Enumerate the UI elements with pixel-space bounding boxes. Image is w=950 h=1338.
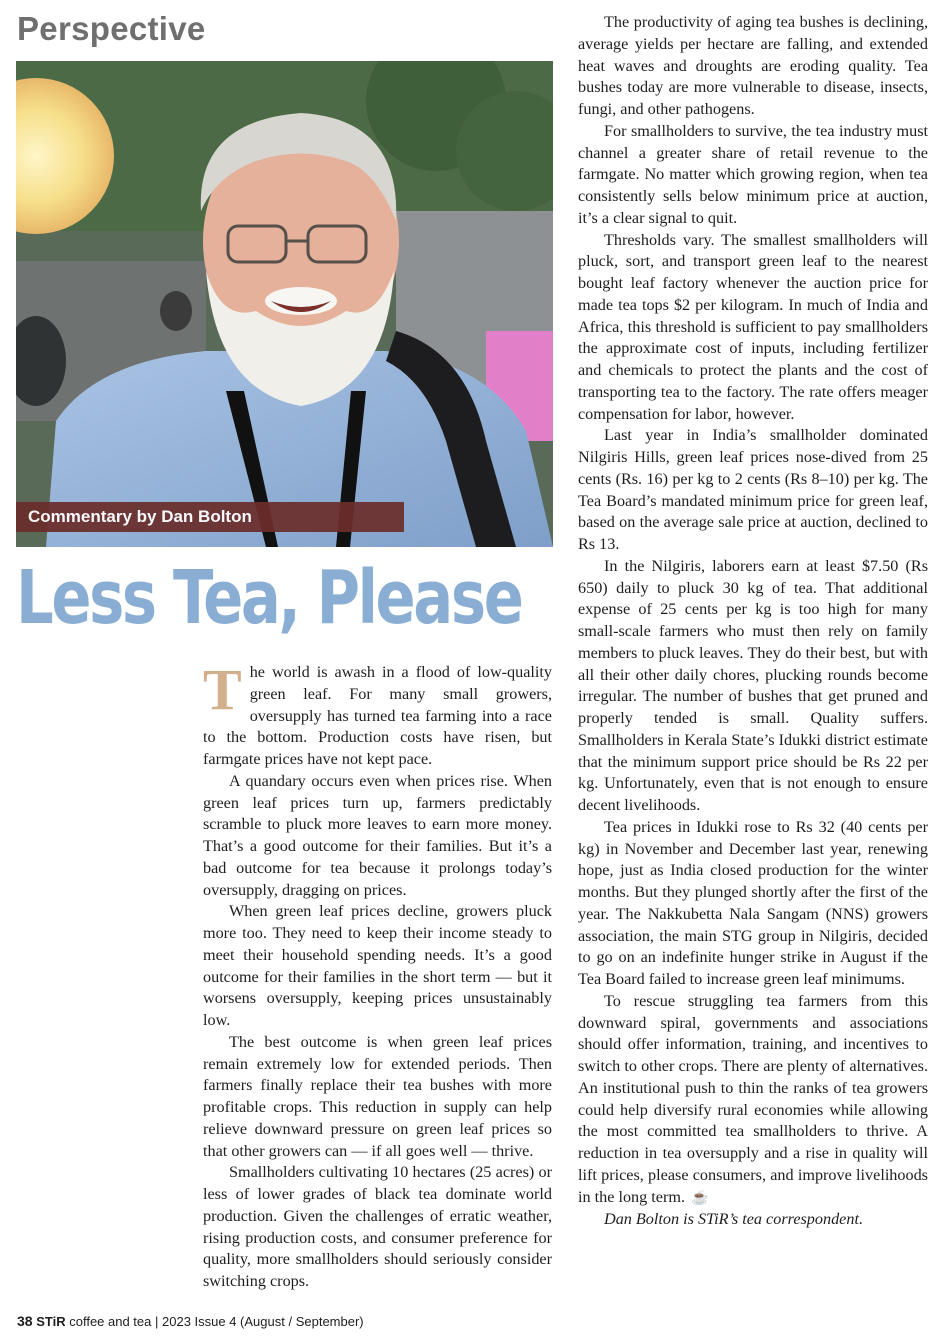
author-note: Dan Bolton is STiR’s tea correspondent. (604, 1210, 863, 1229)
byline-banner (16, 502, 404, 532)
paragraph-text: To rescue struggling tea farmers from this downward spiral, governments and associations should offer information, training, and incentives to switch to other crops. There are plenty of alternatives. An institutional push to thin the ranks of tea growers could help diversify rural economies while allowing the most committed tea smallholders to thrive. A reduction in tea oversupply and a rise in quality will lift prices, please consumers, and improve livelihoods in the long term. (578, 991, 928, 1206)
article-paragraph: The productivity of aging tea bushes is declining, average yields per hectare are falling, and extended heat waves and droughts are eroding quality. Tea bushes today are more vulnerable to disease, insects, fungi, and other pathogens. (578, 13, 928, 118)
article-paragraph: Tea prices in Idukki rose to Rs 32 (40 cents per kg) in November and December last year, renewing hope, just as India closed production for the winter months. But they plunged shortly after the first of the year. The Nakkubetta Nala Sangam (NNS) growers association, the main STG group in Nilgiris, decided to go on an indefinite hunger strike in August if the Tea Board failed to increase green leaf minimums. (578, 817, 928, 988)
author-photo (16, 61, 553, 547)
article-paragraph: Last year in India’s smallholder dominated Nilgiris Hills, green leaf prices nose-dived from 25 cents (Rs. 16) per kg to 2 cents (Rs 8–10) per kg. The Tea Board’s mandated minimum price for green leaf, based on the average sale price at auction, declined to Rs 13. (578, 426, 928, 553)
issue-info: | 2023 Issue 4 (August / September) (155, 1314, 364, 1329)
article-headline: Less Tea, Please (16, 555, 522, 641)
article-paragraph (203, 657, 552, 771)
portrait-illustration (16, 61, 553, 547)
article-paragraph: In the Nilgiris, laborers earn at least $7.50 (Rs 650) daily to pluck 30 kg of tea. That additional expense of 25 cents per kg is too high for many small-scale farmers who must then rely on family members to pluck leaves. They do their best, but with all their other daily chores, plucking rounds become irregular. The number of bushes that get pruned and properly tended is small. Quality suffers. Smallholders in Kerala State’s Idukki district estimate that the minimum support price should be Rs 22 per kg. Unfortunately, even that is not enough to ensure decent livelihoods. (578, 556, 928, 814)
byline-text: Commentary by Dan Bolton (28, 507, 252, 526)
section-label: Perspective (17, 10, 206, 47)
article-paragraph: A quandary occurs even when prices rise. When green leaf prices turn up, farmers predictably scramble to pluck more leaves to earn more money. That’s a good outcome for their families. But it’s a bad outcome for tea because it prolongs today’s oversupply, dragging on prices. (203, 771, 552, 899)
article-paragraph: Smallholders cultivating 10 hectares (25 acres) or less of lower grades of black tea dominate world production. Given the challenges of erratic weather, rising production costs, and consumer preference for quality, more smallholders should seriously consider switching crops. (203, 1163, 552, 1290)
article-paragraph: For smallholders to survive, the tea industry must channel a greater share of retail revenue to the farmgate. No matter which growing region, when tea consistently sells below minimum price at auction, it’s a clear signal to quit. (578, 121, 928, 227)
drop-cap: T (203, 657, 242, 722)
teacup-icon: ☕ (691, 1190, 709, 1206)
page-footer (17, 1313, 364, 1329)
magazine-brand: STiR (36, 1314, 66, 1329)
paragraph-text: he world is awash in a flood of low-quality green leaf. For many small growers, oversupply has turned tea farming into a race to the bottom. Production costs have risen, but farmgate prices have not kept pace. (203, 663, 552, 768)
article-paragraph (578, 991, 928, 1210)
article-column-right (578, 12, 928, 1231)
page-number: 38 (17, 1313, 33, 1329)
article-column-left (203, 657, 552, 1293)
article-paragraph: The best outcome is when green leaf prices remain extremely low for extended periods. Then farmers finally replace their tea bushes with more profitable crops. This reduction in supply can help relieve downward pressure on green leaf prices so that other growers can — if all goes well — thrive. (203, 1032, 552, 1160)
magazine-name: coffee and tea (69, 1314, 152, 1329)
article-paragraph: When green leaf prices decline, growers pluck more too. They need to keep their income steady to meet their household spending needs. It’s a good outcome for their families in the short term — but it worsens oversupply, keeping prices unsustainably low. (203, 902, 552, 1029)
article-paragraph: Thresholds vary. The smallest smallholders will pluck, sort, and transport green leaf to the nearest bought leaf factory whenever the auction price for made tea tops $2 per kilogram. In much of India and Africa, this threshold is sufficient to pay smallholders the approximate cost of inputs, including fertilizer and chemicals to protect the plants and the cost of transporting tea to the factory. The rate offers meager compensation for labor, however. (578, 230, 928, 423)
